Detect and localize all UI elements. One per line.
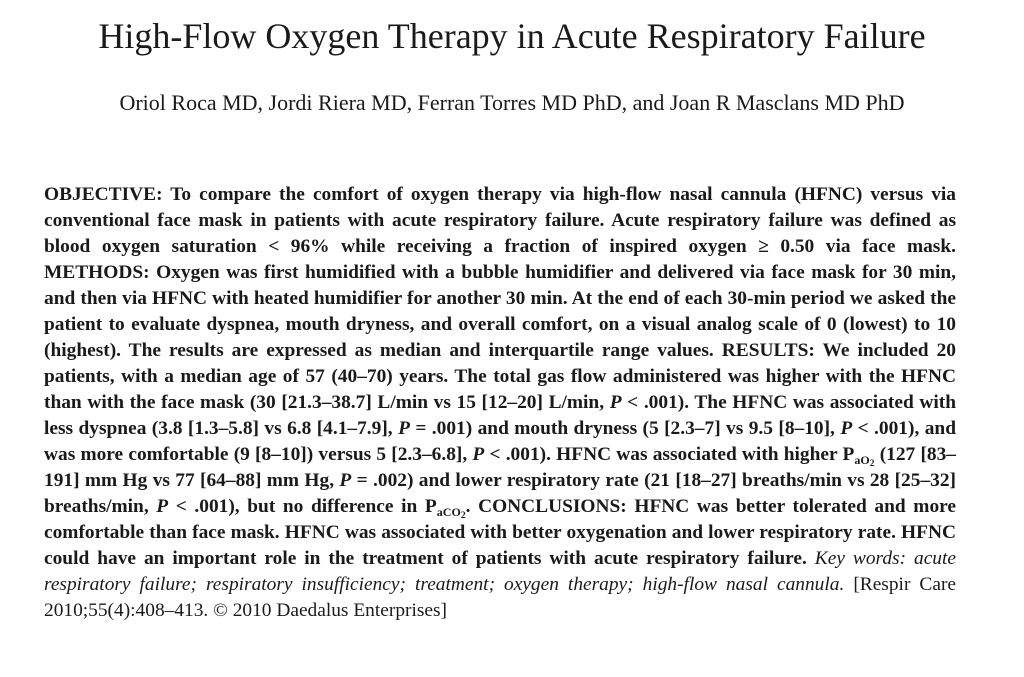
p-value-symbol: P <box>339 470 352 491</box>
pao2-subsub-text: 2 <box>869 457 875 469</box>
pao2-main: P <box>842 444 855 465</box>
abstract-segment: < .001). The HFNC was associated with less dyspnea (3.8 [1.3–5.8] vs 6.8 [4.1–7.9], <box>44 392 956 439</box>
p-value-symbol: P <box>609 392 622 413</box>
pao2-sub-text: aO <box>854 452 870 467</box>
abstract-segment: < .001), and was more comfortable (9 [8–10]) versus 5 [2.3–6.8], <box>44 418 956 465</box>
paco2-main: P <box>424 496 437 517</box>
p-value-symbol: P <box>156 496 169 517</box>
abstract-text <box>44 184 956 569</box>
pao2-subscript <box>854 453 874 467</box>
citation: [Respir Care 2010;55(4):408–413. © 2010 Daedalus Enterprises] <box>44 574 957 621</box>
abstract-segment: = .002) and lower respiratory rate (21 [18–27] breaths/min vs 28 [25–32] breaths/min, <box>44 470 956 517</box>
author-list: Oriol Roca MD, Jordi Riera MD, Ferran Torres MD PhD, and Joan R Masclans MD PhD <box>119 90 905 115</box>
paco2-symbol <box>424 496 466 521</box>
p-value-symbol: P <box>840 418 853 439</box>
abstract-segment: . CONCLUSIONS: HFNC was better tolerated and more comfortable than face mask. HFNC was associated with better oxygenation and lower respiratory rate. HFNC could have an important role in the treatment of patients with acute respiratory failure. <box>44 496 956 569</box>
abstract-segment: = .001) and mouth dryness (5 [2.3–7] vs 9.5 [8–10], <box>409 418 841 439</box>
p-value-symbol: P <box>472 444 485 465</box>
abstract-segment: < .001), but no difference in <box>168 496 425 517</box>
abstract <box>44 182 956 624</box>
keywords: Key words: acute respiratory failure; respiratory insufficiency; treatment; oxygen therapy; high-flow nasal cannula. <box>44 548 956 595</box>
abstract-segment: (127 [83–191] mm Hg vs 77 [64–88] mm Hg, <box>44 444 956 491</box>
paper-title: High-Flow Oxygen Therapy in Acute Respiratory Failure <box>98 16 926 56</box>
p-value-symbol: P <box>398 418 410 439</box>
paco2-subscript <box>437 505 466 519</box>
abstract-segment: < .001). HFNC was associated with higher <box>484 444 843 465</box>
paco2-sub-text: aCO <box>436 504 461 519</box>
abstract-segment: OBJECTIVE: To compare the comfort of oxygen therapy via high-flow nasal cannula (HFNC) versus via conventional face mask in patients with acute respiratory failure. Acute respiratory failure was defined as blood oxygen saturation < 96% while receiving a fraction of inspired oxygen ≥ 0.50 via face mask. METHODS: Oxygen was first humidified with a bubble humidifier and delivered via face mask for 30 min, and then via HFNC with heated humidifier for another 30 min. At the end of each 30-min period we asked the patient to evaluate dyspnea, mouth dryness, and overall comfort, on a visual analog scale of 0 (lowest) to 10 (highest). The results are expressed as median and interquartile range values. RESULTS: We included 20 patients, with a median age of 57 (40–70) years. The total gas flow administered was higher with the HFNC than with the face mask (30 [21.3–38.7] L/min vs 15 [12–20] L/min, <box>44 184 956 413</box>
paco2-subsub-text: 2 <box>460 509 466 521</box>
pao2-symbol <box>842 444 875 469</box>
